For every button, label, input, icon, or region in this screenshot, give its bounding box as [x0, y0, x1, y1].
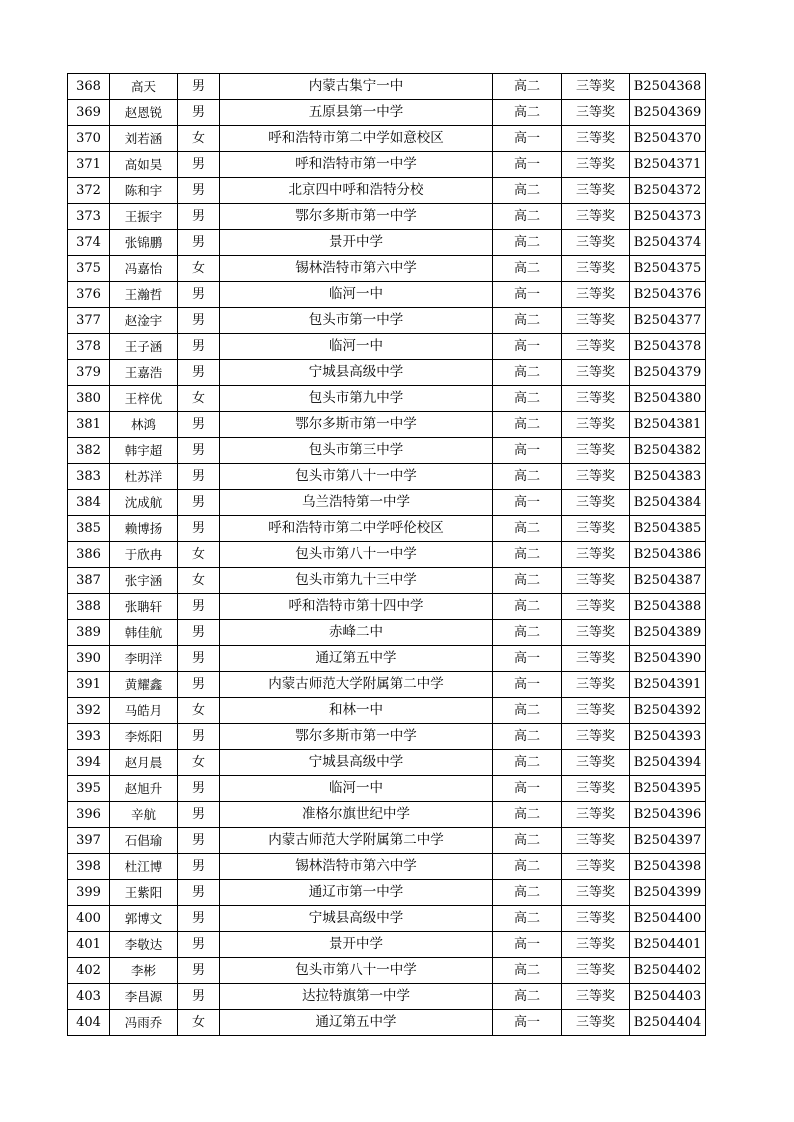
certificate-number-cell: B2504371 [630, 152, 706, 178]
grade-cell: 高一 [493, 438, 562, 464]
award-list-table [67, 73, 706, 1036]
school-cell: 锡林浩特市第六中学 [220, 854, 493, 880]
certificate-number-cell: B2504402 [630, 958, 706, 984]
gender-cell: 男 [178, 152, 220, 178]
gender-cell: 男 [178, 620, 220, 646]
row-number-cell: 390 [68, 646, 110, 672]
award-table-body [68, 74, 706, 1036]
grade-cell: 高二 [493, 906, 562, 932]
row-number-cell: 375 [68, 256, 110, 282]
row-number-cell: 374 [68, 230, 110, 256]
row-number-cell: 382 [68, 438, 110, 464]
row-number-cell: 388 [68, 594, 110, 620]
award-level-cell: 三等奖 [562, 256, 630, 282]
student-name-cell: 王嘉浩 [110, 360, 178, 386]
student-name-cell: 李明洋 [110, 646, 178, 672]
gender-cell: 男 [178, 776, 220, 802]
row-number-cell: 404 [68, 1010, 110, 1036]
grade-cell: 高一 [493, 490, 562, 516]
table-row [68, 126, 706, 152]
certificate-number-cell: B2504398 [630, 854, 706, 880]
grade-cell: 高二 [493, 984, 562, 1010]
gender-cell: 男 [178, 984, 220, 1010]
student-name-cell: 王振宇 [110, 204, 178, 230]
row-number-cell: 402 [68, 958, 110, 984]
grade-cell: 高二 [493, 230, 562, 256]
school-cell: 包头市第三中学 [220, 438, 493, 464]
school-cell: 赤峰二中 [220, 620, 493, 646]
table-row [68, 984, 706, 1010]
table-row [68, 542, 706, 568]
row-number-cell: 380 [68, 386, 110, 412]
row-number-cell: 369 [68, 100, 110, 126]
row-number-cell: 377 [68, 308, 110, 334]
certificate-number-cell: B2504380 [630, 386, 706, 412]
grade-cell: 高二 [493, 828, 562, 854]
row-number-cell: 400 [68, 906, 110, 932]
award-level-cell: 三等奖 [562, 464, 630, 490]
table-row [68, 958, 706, 984]
certificate-number-cell: B2504381 [630, 412, 706, 438]
row-number-cell: 385 [68, 516, 110, 542]
row-number-cell: 393 [68, 724, 110, 750]
school-cell: 鄂尔多斯市第一中学 [220, 204, 493, 230]
table-row [68, 646, 706, 672]
award-level-cell: 三等奖 [562, 854, 630, 880]
student-name-cell: 高天 [110, 74, 178, 100]
grade-cell: 高二 [493, 412, 562, 438]
award-level-cell: 三等奖 [562, 880, 630, 906]
school-cell: 景开中学 [220, 230, 493, 256]
grade-cell: 高一 [493, 1010, 562, 1036]
award-level-cell: 三等奖 [562, 828, 630, 854]
row-number-cell: 370 [68, 126, 110, 152]
award-level-cell: 三等奖 [562, 672, 630, 698]
student-name-cell: 刘若涵 [110, 126, 178, 152]
student-name-cell: 陈和宇 [110, 178, 178, 204]
school-cell: 准格尔旗世纪中学 [220, 802, 493, 828]
school-cell: 通辽市第一中学 [220, 880, 493, 906]
table-row [68, 308, 706, 334]
student-name-cell: 冯雨乔 [110, 1010, 178, 1036]
gender-cell: 男 [178, 74, 220, 100]
gender-cell: 女 [178, 568, 220, 594]
student-name-cell: 杜江博 [110, 854, 178, 880]
certificate-number-cell: B2504370 [630, 126, 706, 152]
gender-cell: 女 [178, 256, 220, 282]
certificate-number-cell: B2504377 [630, 308, 706, 334]
table-row [68, 880, 706, 906]
gender-cell: 男 [178, 360, 220, 386]
certificate-number-cell: B2504375 [630, 256, 706, 282]
certificate-number-cell: B2504390 [630, 646, 706, 672]
table-row [68, 152, 706, 178]
grade-cell: 高二 [493, 386, 562, 412]
award-level-cell: 三等奖 [562, 126, 630, 152]
certificate-number-cell: B2504389 [630, 620, 706, 646]
school-cell: 内蒙古师范大学附属第二中学 [220, 672, 493, 698]
row-number-cell: 384 [68, 490, 110, 516]
certificate-number-cell: B2504391 [630, 672, 706, 698]
student-name-cell: 马皓月 [110, 698, 178, 724]
school-cell: 临河一中 [220, 282, 493, 308]
certificate-number-cell: B2504394 [630, 750, 706, 776]
gender-cell: 女 [178, 750, 220, 776]
grade-cell: 高二 [493, 542, 562, 568]
award-level-cell: 三等奖 [562, 750, 630, 776]
row-number-cell: 403 [68, 984, 110, 1010]
grade-cell: 高一 [493, 126, 562, 152]
student-name-cell: 赵月晨 [110, 750, 178, 776]
student-name-cell: 赖博扬 [110, 516, 178, 542]
gender-cell: 男 [178, 282, 220, 308]
school-cell: 通辽第五中学 [220, 646, 493, 672]
grade-cell: 高二 [493, 750, 562, 776]
row-number-cell: 368 [68, 74, 110, 100]
school-cell: 包头市第九中学 [220, 386, 493, 412]
certificate-number-cell: B2504368 [630, 74, 706, 100]
school-cell: 临河一中 [220, 334, 493, 360]
school-cell: 内蒙古师范大学附属第二中学 [220, 828, 493, 854]
certificate-number-cell: B2504396 [630, 802, 706, 828]
school-cell: 呼和浩特市第二中学呼伦校区 [220, 516, 493, 542]
gender-cell: 男 [178, 412, 220, 438]
gender-cell: 男 [178, 464, 220, 490]
certificate-number-cell: B2504386 [630, 542, 706, 568]
certificate-number-cell: B2504404 [630, 1010, 706, 1036]
student-name-cell: 李烁阳 [110, 724, 178, 750]
table-row [68, 568, 706, 594]
student-name-cell: 郭博文 [110, 906, 178, 932]
award-level-cell: 三等奖 [562, 282, 630, 308]
award-level-cell: 三等奖 [562, 360, 630, 386]
grade-cell: 高一 [493, 776, 562, 802]
row-number-cell: 399 [68, 880, 110, 906]
row-number-cell: 392 [68, 698, 110, 724]
gender-cell: 男 [178, 724, 220, 750]
table-row [68, 620, 706, 646]
gender-cell: 男 [178, 516, 220, 542]
award-level-cell: 三等奖 [562, 516, 630, 542]
school-cell: 包头市第八十一中学 [220, 464, 493, 490]
school-cell: 宁城县高级中学 [220, 750, 493, 776]
school-cell: 包头市第八十一中学 [220, 542, 493, 568]
table-row [68, 828, 706, 854]
award-level-cell: 三等奖 [562, 932, 630, 958]
row-number-cell: 398 [68, 854, 110, 880]
award-level-cell: 三等奖 [562, 230, 630, 256]
row-number-cell: 371 [68, 152, 110, 178]
school-cell: 呼和浩特市第十四中学 [220, 594, 493, 620]
student-name-cell: 王梓优 [110, 386, 178, 412]
certificate-number-cell: B2504369 [630, 100, 706, 126]
certificate-number-cell: B2504378 [630, 334, 706, 360]
grade-cell: 高一 [493, 282, 562, 308]
grade-cell: 高二 [493, 568, 562, 594]
award-level-cell: 三等奖 [562, 74, 630, 100]
table-row [68, 672, 706, 698]
student-name-cell: 韩佳航 [110, 620, 178, 646]
grade-cell: 高一 [493, 672, 562, 698]
table-row [68, 412, 706, 438]
row-number-cell: 372 [68, 178, 110, 204]
gender-cell: 女 [178, 542, 220, 568]
table-row [68, 750, 706, 776]
award-level-cell: 三等奖 [562, 490, 630, 516]
school-cell: 呼和浩特市第一中学 [220, 152, 493, 178]
gender-cell: 女 [178, 126, 220, 152]
student-name-cell: 王紫阳 [110, 880, 178, 906]
table-row [68, 256, 706, 282]
school-cell: 宁城县高级中学 [220, 906, 493, 932]
gender-cell: 男 [178, 880, 220, 906]
grade-cell: 高二 [493, 100, 562, 126]
table-row [68, 698, 706, 724]
certificate-number-cell: B2504400 [630, 906, 706, 932]
student-name-cell: 张聃轩 [110, 594, 178, 620]
gender-cell: 女 [178, 386, 220, 412]
award-level-cell: 三等奖 [562, 594, 630, 620]
row-number-cell: 379 [68, 360, 110, 386]
award-level-cell: 三等奖 [562, 776, 630, 802]
school-cell: 景开中学 [220, 932, 493, 958]
award-level-cell: 三等奖 [562, 984, 630, 1010]
table-row [68, 594, 706, 620]
student-name-cell: 王瀚哲 [110, 282, 178, 308]
grade-cell: 高二 [493, 516, 562, 542]
grade-cell: 高一 [493, 152, 562, 178]
student-name-cell: 李昌源 [110, 984, 178, 1010]
row-number-cell: 401 [68, 932, 110, 958]
student-name-cell: 杜苏洋 [110, 464, 178, 490]
grade-cell: 高二 [493, 724, 562, 750]
school-cell: 宁城县高级中学 [220, 360, 493, 386]
award-level-cell: 三等奖 [562, 100, 630, 126]
table-row [68, 438, 706, 464]
award-level-cell: 三等奖 [562, 620, 630, 646]
student-name-cell: 李敬达 [110, 932, 178, 958]
gender-cell: 男 [178, 958, 220, 984]
certificate-number-cell: B2504392 [630, 698, 706, 724]
gender-cell: 男 [178, 204, 220, 230]
student-name-cell: 黄耀鑫 [110, 672, 178, 698]
school-cell: 临河一中 [220, 776, 493, 802]
school-cell: 锡林浩特市第六中学 [220, 256, 493, 282]
student-name-cell: 沈成航 [110, 490, 178, 516]
student-name-cell: 张宇涵 [110, 568, 178, 594]
award-level-cell: 三等奖 [562, 334, 630, 360]
certificate-number-cell: B2504383 [630, 464, 706, 490]
award-level-cell: 三等奖 [562, 724, 630, 750]
row-number-cell: 373 [68, 204, 110, 230]
award-level-cell: 三等奖 [562, 646, 630, 672]
school-cell: 包头市第九十三中学 [220, 568, 493, 594]
table-row [68, 464, 706, 490]
grade-cell: 高一 [493, 932, 562, 958]
certificate-number-cell: B2504373 [630, 204, 706, 230]
gender-cell: 男 [178, 802, 220, 828]
table-row [68, 516, 706, 542]
grade-cell: 高二 [493, 308, 562, 334]
table-row [68, 906, 706, 932]
student-name-cell: 张锦鹏 [110, 230, 178, 256]
gender-cell: 男 [178, 178, 220, 204]
table-row [68, 724, 706, 750]
certificate-number-cell: B2504387 [630, 568, 706, 594]
row-number-cell: 396 [68, 802, 110, 828]
table-row [68, 204, 706, 230]
table-row [68, 334, 706, 360]
school-cell: 通辽第五中学 [220, 1010, 493, 1036]
grade-cell: 高一 [493, 646, 562, 672]
student-name-cell: 高如昊 [110, 152, 178, 178]
award-level-cell: 三等奖 [562, 1010, 630, 1036]
award-level-cell: 三等奖 [562, 906, 630, 932]
certificate-number-cell: B2504388 [630, 594, 706, 620]
school-cell: 包头市第八十一中学 [220, 958, 493, 984]
gender-cell: 男 [178, 438, 220, 464]
table-row [68, 100, 706, 126]
gender-cell: 男 [178, 490, 220, 516]
school-cell: 达拉特旗第一中学 [220, 984, 493, 1010]
grade-cell: 高二 [493, 204, 562, 230]
grade-cell: 高二 [493, 74, 562, 100]
gender-cell: 男 [178, 672, 220, 698]
table-row [68, 74, 706, 100]
student-name-cell: 赵恩锐 [110, 100, 178, 126]
award-level-cell: 三等奖 [562, 802, 630, 828]
student-name-cell: 韩宇超 [110, 438, 178, 464]
student-name-cell: 王子涵 [110, 334, 178, 360]
school-cell: 鄂尔多斯市第一中学 [220, 412, 493, 438]
certificate-number-cell: B2504372 [630, 178, 706, 204]
student-name-cell: 赵旭升 [110, 776, 178, 802]
award-level-cell: 三等奖 [562, 412, 630, 438]
table-row [68, 282, 706, 308]
table-row [68, 854, 706, 880]
student-name-cell: 于欣冉 [110, 542, 178, 568]
gender-cell: 男 [178, 230, 220, 256]
certificate-number-cell: B2504376 [630, 282, 706, 308]
school-cell: 乌兰浩特第一中学 [220, 490, 493, 516]
award-level-cell: 三等奖 [562, 386, 630, 412]
gender-cell: 男 [178, 334, 220, 360]
award-level-cell: 三等奖 [562, 958, 630, 984]
table-row [68, 490, 706, 516]
school-cell: 包头市第一中学 [220, 308, 493, 334]
student-name-cell: 李彬 [110, 958, 178, 984]
school-cell: 内蒙古集宁一中 [220, 74, 493, 100]
grade-cell: 高二 [493, 802, 562, 828]
row-number-cell: 397 [68, 828, 110, 854]
award-level-cell: 三等奖 [562, 438, 630, 464]
gender-cell: 男 [178, 594, 220, 620]
certificate-number-cell: B2504384 [630, 490, 706, 516]
table-row [68, 386, 706, 412]
award-level-cell: 三等奖 [562, 698, 630, 724]
school-cell: 呼和浩特市第二中学如意校区 [220, 126, 493, 152]
grade-cell: 高二 [493, 594, 562, 620]
certificate-number-cell: B2504374 [630, 230, 706, 256]
student-name-cell: 石倡瑜 [110, 828, 178, 854]
school-cell: 北京四中呼和浩特分校 [220, 178, 493, 204]
grade-cell: 高二 [493, 958, 562, 984]
row-number-cell: 389 [68, 620, 110, 646]
school-cell: 五原县第一中学 [220, 100, 493, 126]
certificate-number-cell: B2504379 [630, 360, 706, 386]
gender-cell: 女 [178, 1010, 220, 1036]
table-row [68, 360, 706, 386]
grade-cell: 高二 [493, 360, 562, 386]
grade-cell: 高二 [493, 178, 562, 204]
table-row [68, 776, 706, 802]
grade-cell: 高一 [493, 334, 562, 360]
school-cell: 和林一中 [220, 698, 493, 724]
award-level-cell: 三等奖 [562, 308, 630, 334]
certificate-number-cell: B2504399 [630, 880, 706, 906]
student-name-cell: 冯嘉怡 [110, 256, 178, 282]
row-number-cell: 381 [68, 412, 110, 438]
gender-cell: 女 [178, 698, 220, 724]
grade-cell: 高二 [493, 880, 562, 906]
award-level-cell: 三等奖 [562, 204, 630, 230]
gender-cell: 男 [178, 932, 220, 958]
row-number-cell: 391 [68, 672, 110, 698]
certificate-number-cell: B2504401 [630, 932, 706, 958]
certificate-number-cell: B2504395 [630, 776, 706, 802]
grade-cell: 高二 [493, 464, 562, 490]
grade-cell: 高二 [493, 854, 562, 880]
row-number-cell: 386 [68, 542, 110, 568]
certificate-number-cell: B2504403 [630, 984, 706, 1010]
row-number-cell: 383 [68, 464, 110, 490]
row-number-cell: 395 [68, 776, 110, 802]
student-name-cell: 林鸿 [110, 412, 178, 438]
grade-cell: 高二 [493, 698, 562, 724]
certificate-number-cell: B2504385 [630, 516, 706, 542]
student-name-cell: 辛航 [110, 802, 178, 828]
award-level-cell: 三等奖 [562, 178, 630, 204]
table-row [68, 802, 706, 828]
certificate-number-cell: B2504382 [630, 438, 706, 464]
gender-cell: 男 [178, 308, 220, 334]
table-row [68, 230, 706, 256]
gender-cell: 男 [178, 854, 220, 880]
row-number-cell: 387 [68, 568, 110, 594]
gender-cell: 男 [178, 100, 220, 126]
gender-cell: 男 [178, 828, 220, 854]
student-name-cell: 赵淦宇 [110, 308, 178, 334]
award-level-cell: 三等奖 [562, 542, 630, 568]
row-number-cell: 378 [68, 334, 110, 360]
row-number-cell: 394 [68, 750, 110, 776]
row-number-cell: 376 [68, 282, 110, 308]
gender-cell: 男 [178, 646, 220, 672]
award-level-cell: 三等奖 [562, 152, 630, 178]
gender-cell: 男 [178, 906, 220, 932]
school-cell: 鄂尔多斯市第一中学 [220, 724, 493, 750]
table-row [68, 932, 706, 958]
grade-cell: 高二 [493, 256, 562, 282]
award-level-cell: 三等奖 [562, 568, 630, 594]
certificate-number-cell: B2504393 [630, 724, 706, 750]
table-row [68, 1010, 706, 1036]
grade-cell: 高二 [493, 620, 562, 646]
certificate-number-cell: B2504397 [630, 828, 706, 854]
table-row [68, 178, 706, 204]
